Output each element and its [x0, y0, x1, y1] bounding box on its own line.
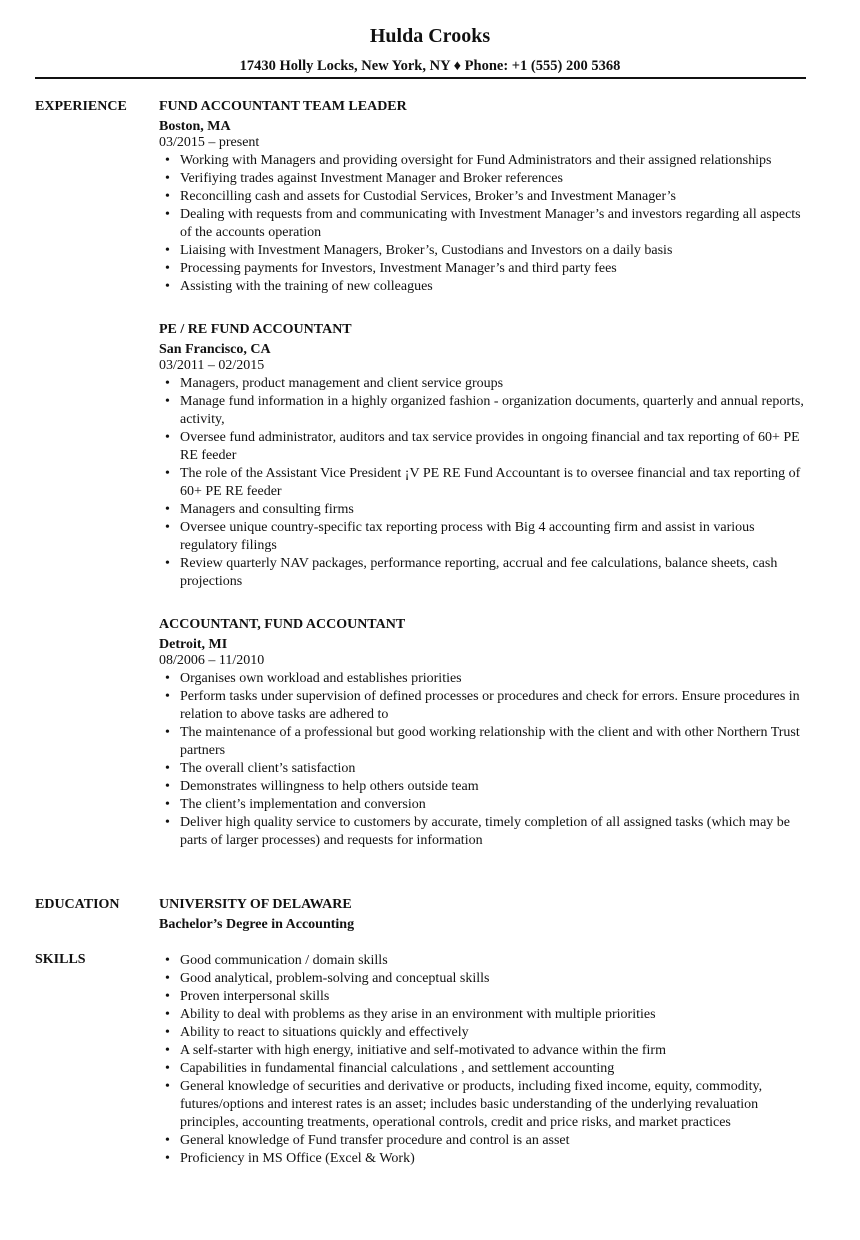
job-entry [159, 321, 806, 591]
section-label-skills: SKILLS [35, 952, 86, 967]
skill-item: • Good analytical, problem-solving and conceptual skills [180, 970, 806, 988]
bullet-item: • Managers and consulting firms [180, 501, 806, 519]
bullet-item: • Oversee unique country-specific tax reporting process with Big 4 accounting firm and assist in various regulatory filings [180, 519, 806, 555]
skill-item: • Good communication / domain skills [180, 952, 806, 970]
bullet-item: • The role of the Assistant Vice President ¡V PE RE Fund Accountant is to oversee financial and tax reporting of 60+ PE RE feeder [180, 465, 806, 501]
bullet-item: • Processing payments for Investors, Investment Manager’s and third party fees [180, 260, 806, 278]
job-location: Boston, MA [159, 119, 231, 134]
section-label-education: EDUCATION [35, 897, 120, 912]
job-dates: 03/2011 – 02/2015 [159, 358, 265, 373]
bullet-item: • The maintenance of a professional but good working relationship with the client and with other Northern Trust partners [180, 724, 806, 760]
experience-list [159, 98, 806, 875]
candidate-name: Hulda Crooks [369, 25, 491, 47]
bullet-item: • Reconcilling cash and assets for Custodial Services, Broker’s and Investment Manager’s [180, 188, 806, 206]
bullet-item: • Review quarterly NAV packages, performance reporting, accrual and fee calculations, balance sheets, cash projections [180, 555, 806, 591]
skills-list [159, 952, 806, 1168]
bullet-item: • Working with Managers and providing oversight for Fund Administrators and their assigned relationships [180, 152, 806, 170]
job-dates: 08/2006 – 11/2010 [159, 653, 265, 668]
skill-item: • Capabilities in fundamental financial calculations , and settlement accounting [180, 1060, 806, 1078]
skill-item: • Proficiency in MS Office (Excel & Work) [180, 1150, 806, 1168]
job-title: ACCOUNTANT, FUND ACCOUNTANT [159, 617, 406, 632]
bullet-item: • Demonstrates willingness to help others outside team [180, 778, 806, 796]
job-dates: 03/2015 – present [159, 135, 260, 150]
job-location: San Francisco, CA [159, 342, 271, 357]
job-entry [159, 98, 806, 296]
resume-content [35, 98, 806, 1168]
bullet-item: • Deliver high quality service to customers by accurate, timely completion of all assigned tasks (which may be parts of larger processes) and requests for information [180, 814, 806, 850]
bullet-item: • Organises own workload and establishes priorities [180, 670, 806, 688]
job-title: FUND ACCOUNTANT TEAM LEADER [159, 99, 407, 114]
job-bullets [159, 152, 806, 296]
skill-item: • General knowledge of securities and derivative or products, including fixed income, equity, commodity, futures/options and interest rates is an asset; includes basic understanding of the underlying revaluation principles, accounting treatments, operational controls, credit and price risks, and market practices [180, 1078, 806, 1132]
job-bullets [159, 375, 806, 591]
school-name: UNIVERSITY OF DELAWARE [159, 897, 352, 912]
job-title: PE / RE FUND ACCOUNTANT [159, 322, 352, 337]
bullet-item: • Assisting with the training of new colleagues [180, 278, 806, 296]
bullet-item: • Verifiying trades against Investment Manager and Broker references [180, 170, 806, 188]
section-label-experience: EXPERIENCE [35, 99, 127, 114]
bullet-item: • Oversee fund administrator, auditors and tax service provides in ongoing financial and tax reporting of 60+ PE RE feeder [180, 429, 806, 465]
skill-item: • Ability to react to situations quickly and effectively [180, 1024, 806, 1042]
bullet-item: • Dealing with requests from and communicating with Investment Manager’s and investors regarding all aspects of the accounts operation [180, 206, 806, 242]
job-bullets [159, 670, 806, 850]
header-divider [35, 77, 806, 79]
bullet-item: • The client’s implementation and conversion [180, 796, 806, 814]
job-entry [159, 616, 806, 850]
education-section [35, 896, 806, 933]
skill-item: • General knowledge of Fund transfer procedure and control is an asset [180, 1132, 806, 1150]
bullet-item: • The overall client’s satisfaction [180, 760, 806, 778]
skill-item: • Ability to deal with problems as they arise in an environment with multiple priorities [180, 1006, 806, 1024]
degree: Bachelor’s Degree in Accounting [159, 917, 355, 932]
job-location: Detroit, MI [159, 637, 228, 652]
skill-item: • A self-starter with high energy, initiative and self-motivated to advance within the firm [180, 1042, 806, 1060]
bullet-item: • Perform tasks under supervision of defined processes or procedures and check for errors. Ensure procedures in relation to above tasks are adhered to [180, 688, 806, 724]
skill-item: • Proven interpersonal skills [180, 988, 806, 1006]
bullet-item: • Manage fund information in a highly organized fashion - organization documents, quarterly and annual reports, activity, [180, 393, 806, 429]
bullet-item: • Managers, product management and client service groups [180, 375, 806, 393]
skills-section [35, 951, 806, 1168]
contact-line: 17430 Holly Locks, New York, NY ♦ Phone: +1 (555) 200 5368 [239, 58, 621, 74]
bullet-item: • Liaising with Investment Managers, Broker’s, Custodians and Investors on a daily basis [180, 242, 806, 260]
experience-section [35, 98, 806, 875]
